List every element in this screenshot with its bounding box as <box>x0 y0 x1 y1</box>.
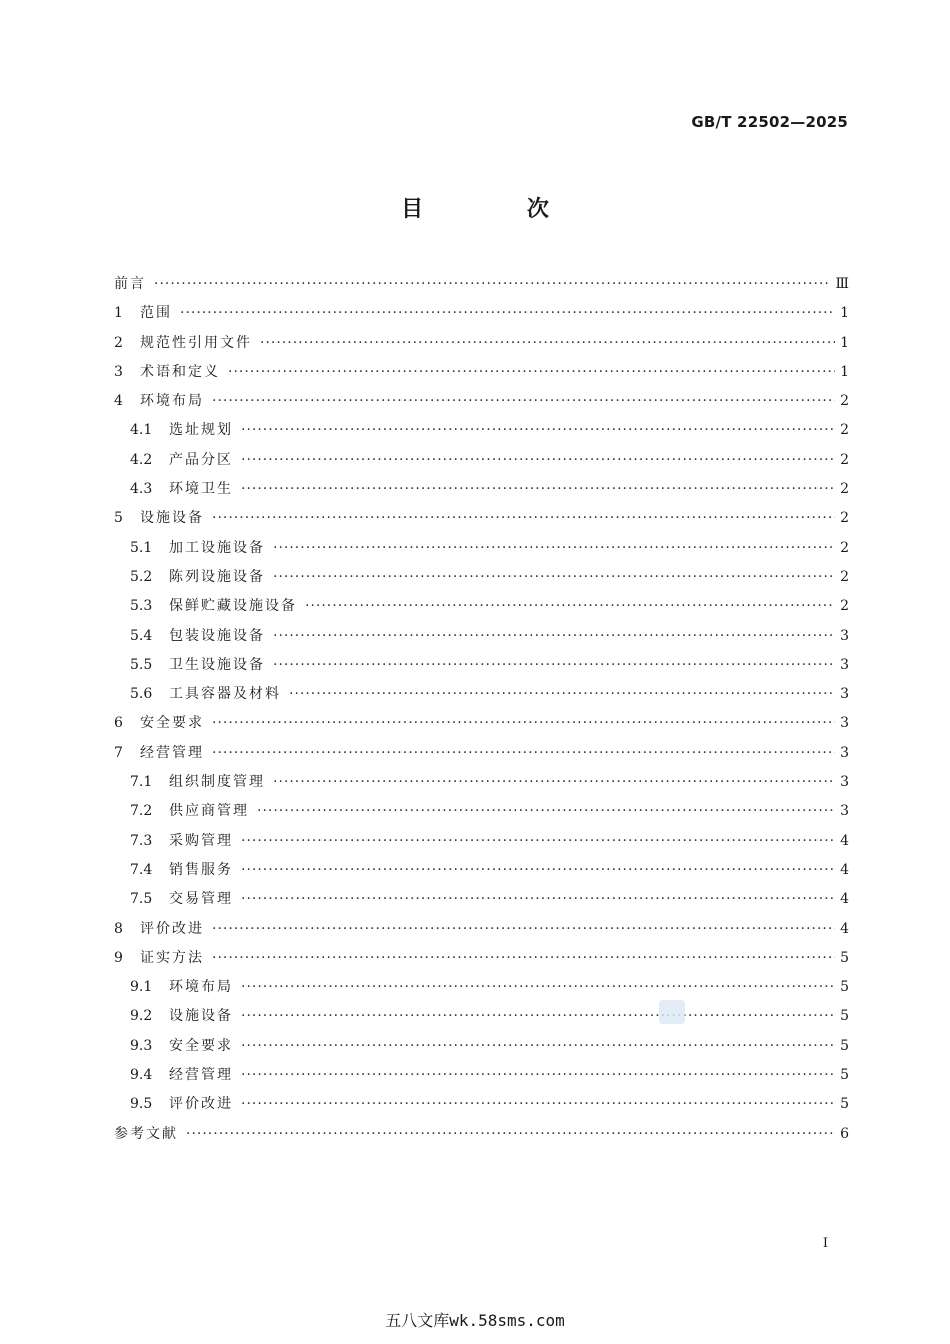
toc-entry-label: 安全要求 <box>169 1037 233 1054</box>
toc-entry-number: 1 <box>114 305 123 322</box>
toc-entry-page: 3 <box>840 715 849 732</box>
toc-entry[interactable] <box>114 944 849 973</box>
toc-entry-page: 2 <box>840 539 849 556</box>
toc-entry-label: 包装设施设备 <box>169 627 265 644</box>
toc-entry-number: 4.3 <box>130 481 153 498</box>
toc-entry-number: 5.2 <box>130 568 153 585</box>
toc-entry-label: 工具容器及材料 <box>169 686 281 703</box>
toc-entry-number: 7 <box>114 744 123 761</box>
toc-leader-dots <box>273 622 835 651</box>
toc-entry-number: 4 <box>114 393 123 410</box>
toc-entry-label: 环境布局 <box>169 979 233 996</box>
page-title: 目 次 <box>401 197 597 222</box>
toc-entry-label: 证实方法 <box>140 949 204 966</box>
toc-entry-label: 加工设施设备 <box>169 539 265 556</box>
toc-entry-page: 2 <box>840 393 849 410</box>
toc-entry-page: 5 <box>840 1037 849 1054</box>
toc-entry-page: 1 <box>840 363 849 380</box>
toc-entry-page: 3 <box>840 627 849 644</box>
toc-leader-dots <box>186 1120 835 1149</box>
toc-entry[interactable] <box>114 592 849 621</box>
toc-entry-page: 4 <box>840 891 849 908</box>
toc-entry-number: 2 <box>114 334 123 351</box>
toc-entry-page: 5 <box>840 1067 849 1084</box>
toc-entry-label: 规范性引用文件 <box>140 334 252 351</box>
toc-leader-dots <box>241 856 835 885</box>
toc-entry-number: 7.3 <box>130 832 153 849</box>
toc-leader-dots <box>212 504 835 533</box>
toc-entry-label: 设施设备 <box>169 1008 233 1025</box>
toc-entry-label: 卫生设施设备 <box>169 656 265 673</box>
toc-entry-page: 6 <box>840 1125 849 1142</box>
toc-leader-dots <box>212 944 835 973</box>
toc-leader-dots <box>212 739 835 768</box>
toc-entry[interactable] <box>114 680 849 709</box>
toc-entry[interactable] <box>114 1061 849 1090</box>
toc-entry[interactable] <box>114 563 849 592</box>
toc-entry-label: 环境卫生 <box>169 481 233 498</box>
toc-entry-label: 评价改进 <box>169 1096 233 1113</box>
toc-entry[interactable] <box>114 973 849 1002</box>
toc-entry[interactable] <box>114 709 849 738</box>
toc-entry[interactable] <box>114 387 849 416</box>
toc-entry[interactable] <box>114 651 849 680</box>
toc-leader-dots <box>228 358 835 387</box>
toc-entry-number: 3 <box>114 363 123 380</box>
toc-entry-number: 5.4 <box>130 627 153 644</box>
toc-entry[interactable] <box>114 768 849 797</box>
toc-leader-dots <box>273 651 835 680</box>
toc-leader-dots <box>212 387 835 416</box>
toc-entry-number: 9.3 <box>130 1037 153 1054</box>
toc-entry[interactable] <box>114 1120 849 1149</box>
toc-entry-number: 7.5 <box>130 891 153 908</box>
toc-entry[interactable] <box>114 446 849 475</box>
toc-leader-dots <box>212 915 835 944</box>
toc-entry-page: 4 <box>840 861 849 878</box>
watermark-logo <box>659 1000 685 1024</box>
toc-entry-label: 选址规划 <box>169 422 233 439</box>
toc-entry-page: 5 <box>840 1008 849 1025</box>
toc-leader-dots <box>241 827 835 856</box>
toc-entry-label: 范围 <box>140 305 172 322</box>
toc-entry-label: 采购管理 <box>169 832 233 849</box>
toc-entry-page: 3 <box>840 656 849 673</box>
toc-entry-label: 环境布局 <box>140 393 204 410</box>
toc-entry-label: 参考文献 <box>114 1125 178 1142</box>
toc-entry-number: 7.1 <box>130 774 153 791</box>
toc-entry[interactable] <box>114 856 849 885</box>
toc-entry[interactable] <box>114 915 849 944</box>
toc-entry[interactable] <box>114 416 849 445</box>
toc-entry[interactable] <box>114 299 849 328</box>
toc-entry-number: 5.5 <box>130 656 153 673</box>
toc-entry[interactable] <box>114 797 849 826</box>
toc-entry-page: Ⅲ <box>835 276 849 292</box>
toc-leader-dots <box>305 592 835 621</box>
toc-entry[interactable] <box>114 475 849 504</box>
page-number: I <box>822 1236 828 1251</box>
toc-entry-page: 2 <box>840 568 849 585</box>
toc-entry-page: 2 <box>840 481 849 498</box>
toc-leader-dots <box>241 1061 835 1090</box>
toc-entry-page: 3 <box>840 686 849 703</box>
toc-entry-label: 安全要求 <box>140 715 204 732</box>
toc-entry-number: 7.2 <box>130 803 153 820</box>
toc-entry-number: 4.2 <box>130 451 153 468</box>
toc-entry-number: 9.4 <box>130 1067 153 1084</box>
toc-entry[interactable] <box>114 885 849 914</box>
toc-entry[interactable] <box>114 739 849 768</box>
toc-leader-dots <box>273 768 835 797</box>
toc-entry[interactable] <box>114 504 849 533</box>
source-footer: 五八文库wk.58sms.com <box>385 1311 565 1330</box>
toc-entry-number: 5 <box>114 510 123 527</box>
toc-entry-label: 设施设备 <box>140 510 204 527</box>
toc-leader-dots <box>241 475 835 504</box>
toc-entry-number: 7.4 <box>130 861 153 878</box>
toc-entry[interactable] <box>114 827 849 856</box>
toc-entry[interactable] <box>114 1002 849 1031</box>
toc-leader-dots <box>260 329 835 358</box>
toc-entry-number: 9.1 <box>130 979 153 996</box>
toc-entry-number: 5.6 <box>130 686 153 703</box>
toc-entry[interactable] <box>114 270 849 299</box>
toc-entry-label: 前言 <box>114 276 146 292</box>
toc-leader-dots <box>241 885 835 914</box>
toc-entry-page: 4 <box>840 920 849 937</box>
standard-code: GB/T 22502—2025 <box>691 113 848 131</box>
toc-entry-label: 保鲜贮藏设施设备 <box>169 598 297 615</box>
toc-entry-label: 经营管理 <box>169 1067 233 1084</box>
toc-entry-page: 3 <box>840 744 849 761</box>
toc-entry-number: 5.1 <box>130 539 153 556</box>
toc-entry-page: 3 <box>840 803 849 820</box>
toc-leader-dots <box>241 1032 835 1061</box>
toc-entry-page: 5 <box>840 979 849 996</box>
toc-entry[interactable] <box>114 534 849 563</box>
toc-leader-dots <box>273 534 835 563</box>
toc-entry-number: 9 <box>114 949 123 966</box>
toc-entry-page: 5 <box>840 1096 849 1113</box>
toc-entry-number: 9.5 <box>130 1096 153 1113</box>
toc-entry[interactable] <box>114 358 849 387</box>
toc-entry-label: 产品分区 <box>169 451 233 468</box>
toc-entry-number: 6 <box>114 715 123 732</box>
toc-entry-label: 组织制度管理 <box>169 774 265 791</box>
toc-entry-page: 1 <box>840 305 849 322</box>
toc-leader-dots <box>241 416 835 445</box>
toc-entry-page: 4 <box>840 832 849 849</box>
toc-entry-label: 术语和定义 <box>140 363 220 380</box>
toc-leader-dots <box>273 563 835 592</box>
toc-entry-page: 5 <box>840 949 849 966</box>
toc-entry[interactable] <box>114 622 849 651</box>
toc-leader-dots <box>154 270 831 299</box>
toc-entry-label: 评价改进 <box>140 920 204 937</box>
toc-leader-dots <box>289 680 835 709</box>
toc-leader-dots <box>212 709 835 738</box>
toc-entry-page: 2 <box>840 510 849 527</box>
toc-leader-dots <box>241 973 835 1002</box>
toc-leader-dots <box>241 446 835 475</box>
toc-leader-dots <box>241 1090 835 1119</box>
toc-entry-page: 2 <box>840 451 849 468</box>
toc-entry-number: 8 <box>114 920 123 937</box>
toc-entry-page: 1 <box>840 334 849 351</box>
toc-entry-label: 销售服务 <box>169 861 233 878</box>
toc-entry-number: 4.1 <box>130 422 153 439</box>
toc-entry-page: 2 <box>840 422 849 439</box>
table-of-contents <box>114 270 849 1149</box>
toc-entry-label: 供应商管理 <box>169 803 249 820</box>
toc-entry[interactable] <box>114 1090 849 1119</box>
toc-entry-label: 经营管理 <box>140 744 204 761</box>
toc-leader-dots <box>241 1002 835 1031</box>
toc-entry-number: 5.3 <box>130 598 153 615</box>
toc-leader-dots <box>180 299 835 328</box>
toc-entry-page: 3 <box>840 774 849 791</box>
toc-entry-label: 陈列设施设备 <box>169 568 265 585</box>
toc-entry-number: 9.2 <box>130 1008 153 1025</box>
toc-leader-dots <box>257 797 835 826</box>
toc-entry[interactable] <box>114 1032 849 1061</box>
toc-entry-page: 2 <box>840 598 849 615</box>
toc-entry[interactable] <box>114 329 849 358</box>
toc-entry-label: 交易管理 <box>169 891 233 908</box>
